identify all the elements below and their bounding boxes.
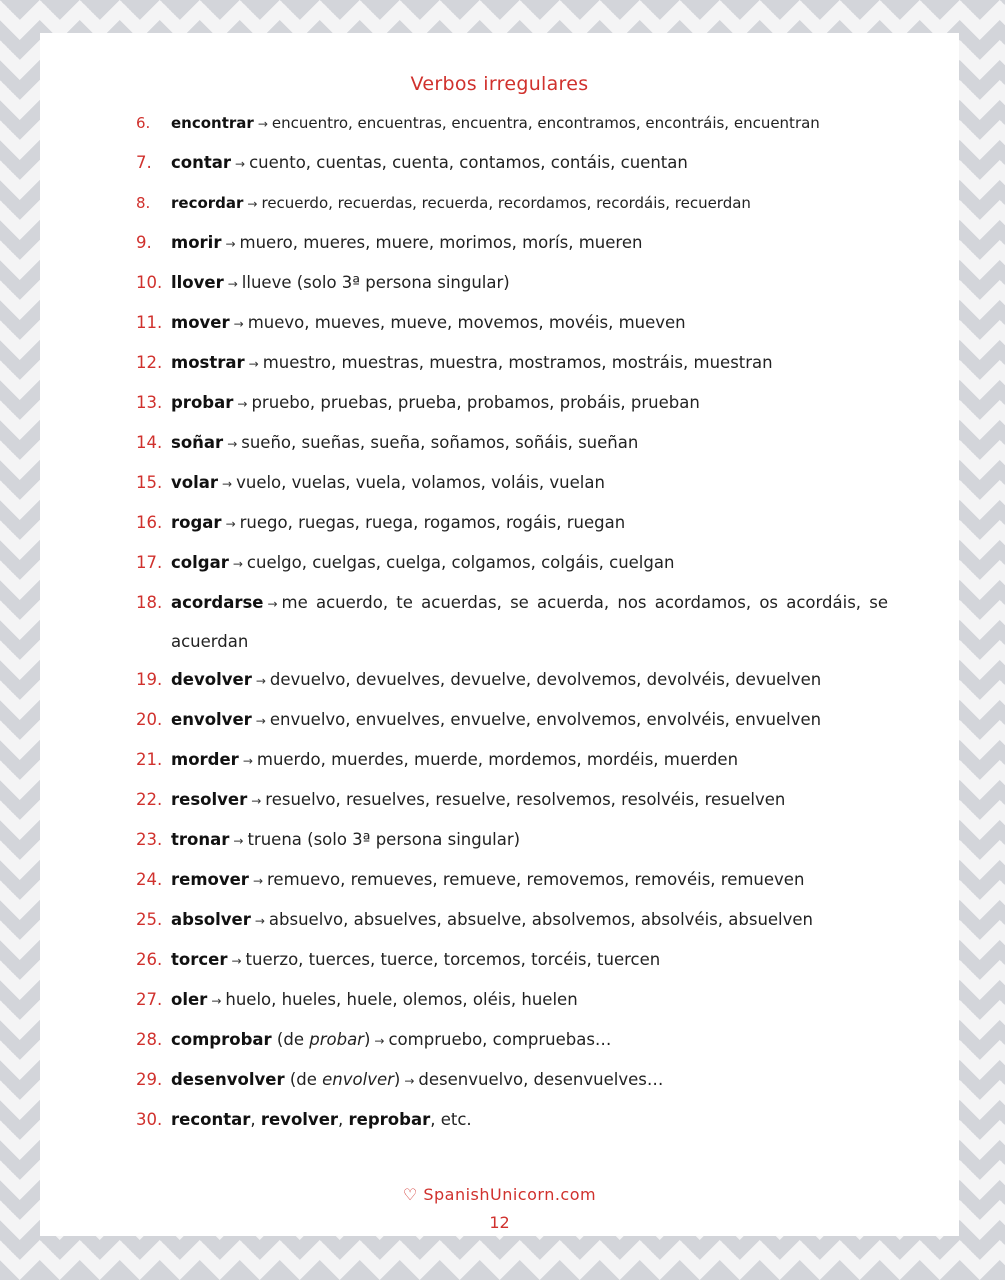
list-item xyxy=(136,351,888,376)
list-item xyxy=(136,788,888,813)
list-item xyxy=(136,1028,888,1053)
arrow-icon: → xyxy=(252,874,264,888)
derivation-prefix: (de xyxy=(271,1030,310,1049)
verb-infinitive: llover xyxy=(171,273,224,292)
conjugation: me acuerdo, te acuerdas, se acuerda, nos acordamos, os acordáis, se acuerdan xyxy=(171,593,888,651)
item-number: 7. xyxy=(136,153,152,172)
site-name: SpanishUnicorn.com xyxy=(423,1185,597,1204)
verb-infinitive: recordar xyxy=(171,194,244,212)
conjugation: llueve (solo 3ª persona singular) xyxy=(241,273,510,292)
verb-infinitive: soñar xyxy=(171,433,224,452)
etc-text: , etc. xyxy=(430,1110,472,1129)
item-number: 9. xyxy=(136,233,152,252)
arrow-icon: → xyxy=(233,317,244,331)
list-item xyxy=(136,868,888,893)
conjugation: desenvuelvo, desenvuelves… xyxy=(418,1070,664,1089)
list-item xyxy=(136,151,888,176)
verb-list xyxy=(136,111,888,1147)
list-item xyxy=(136,391,888,416)
arrow-icon: → xyxy=(231,954,242,968)
list-item xyxy=(136,1068,888,1093)
verb-infinitive: oler xyxy=(171,990,208,1009)
verb-infinitive: envolver xyxy=(171,710,252,729)
list-item xyxy=(136,584,888,660)
arrow-icon: → xyxy=(254,914,265,928)
list-item xyxy=(136,191,888,216)
arrow-icon: → xyxy=(257,117,268,131)
arrow-icon: → xyxy=(232,557,243,571)
arrow-icon: → xyxy=(235,157,246,171)
verb-infinitive: remover xyxy=(171,870,249,889)
conjugation: remuevo, remueves, remueve, removemos, removéis, remueven xyxy=(267,870,805,889)
list-item xyxy=(136,988,888,1013)
item-number: 15. xyxy=(136,473,163,492)
list-item xyxy=(136,708,888,733)
item-number: 19. xyxy=(136,670,163,689)
conjugation: sueño, sueñas, sueña, soñamos, soñáis, sueñan xyxy=(241,433,639,452)
base-verb: probar xyxy=(309,1030,364,1049)
item-number: 13. xyxy=(136,393,163,412)
conjugation: vuelo, vuelas, vuela, volamos, voláis, vuelan xyxy=(236,473,605,492)
list-item xyxy=(136,828,888,853)
arrow-icon: → xyxy=(374,1034,385,1048)
arrow-icon: → xyxy=(211,994,222,1008)
conjugation: envuelvo, envuelves, envuelve, envolvemos, envolvéis, envuelven xyxy=(269,710,822,729)
list-item xyxy=(136,948,888,973)
verb-infinitive: contar xyxy=(171,153,232,172)
list-item xyxy=(136,668,888,693)
conjugation: huelo, hueles, huele, olemos, oléis, huelen xyxy=(225,990,578,1009)
list-item xyxy=(136,111,888,136)
list-item xyxy=(136,908,888,933)
conjugation: truena (solo 3ª persona singular) xyxy=(247,830,521,849)
item-number: 26. xyxy=(136,950,163,969)
item-number: 27. xyxy=(136,990,163,1009)
verb-infinitive: volar xyxy=(171,473,219,492)
derivation-prefix: (de xyxy=(284,1070,323,1089)
item-number: 29. xyxy=(136,1070,163,1089)
separator: , xyxy=(338,1110,349,1129)
conjugation: recuerdo, recuerdas, recuerda, recordamos, recordáis, recuerdan xyxy=(261,194,751,212)
arrow-icon: → xyxy=(225,517,236,531)
item-number: 25. xyxy=(136,910,163,929)
arrow-icon: → xyxy=(255,674,266,688)
item-number: 18. xyxy=(136,593,163,612)
conjugation: resuelvo, resuelves, resuelve, resolvemos, resolvéis, resuelven xyxy=(265,790,786,809)
item-number: 24. xyxy=(136,870,163,889)
verb-infinitive: recontar xyxy=(171,1110,251,1129)
verb-infinitive: mover xyxy=(171,313,230,332)
derivation-suffix: ) xyxy=(363,1030,371,1049)
conjugation: muerdo, muerdes, muerde, mordemos, mordéis, muerden xyxy=(256,750,739,769)
conjugation: pruebo, pruebas, prueba, probamos, probáis, prueban xyxy=(251,393,700,412)
conjugation: muero, mueres, muere, morimos, morís, mueren xyxy=(239,233,643,252)
verb-infinitive: revolver xyxy=(260,1110,339,1129)
conjugation: compruebo, compruebas… xyxy=(388,1030,612,1049)
conjugation: absuelvo, absuelves, absuelve, absolvemos, absolvéis, absuelven xyxy=(268,910,814,929)
arrow-icon: → xyxy=(251,794,262,808)
arrow-icon: → xyxy=(267,597,278,611)
item-number: 8. xyxy=(136,194,151,212)
base-verb: envolver xyxy=(322,1070,394,1089)
arrow-icon: → xyxy=(227,437,238,451)
verb-infinitive: torcer xyxy=(171,950,228,969)
list-item xyxy=(136,551,888,576)
verb-infinitive: acordarse xyxy=(171,593,264,612)
item-number: 21. xyxy=(136,750,163,769)
item-number: 10. xyxy=(136,273,163,292)
verb-infinitive: morir xyxy=(171,233,222,252)
item-number: 14. xyxy=(136,433,163,452)
item-number: 20. xyxy=(136,710,163,729)
list-item xyxy=(136,271,888,296)
verb-infinitive: probar xyxy=(171,393,234,412)
item-number: 30. xyxy=(136,1110,163,1129)
verb-infinitive: resolver xyxy=(171,790,248,809)
arrow-icon: → xyxy=(227,277,238,291)
verb-infinitive: devolver xyxy=(171,670,252,689)
arrow-icon: → xyxy=(248,357,259,371)
derivation-suffix: ) xyxy=(393,1070,401,1089)
item-number: 23. xyxy=(136,830,163,849)
conjugation: muestro, muestras, muestra, mostramos, mostráis, muestran xyxy=(262,353,773,372)
verb-infinitive: morder xyxy=(171,750,239,769)
list-item xyxy=(136,431,888,456)
page-number: 12 xyxy=(489,1213,510,1232)
item-number: 6. xyxy=(136,114,151,132)
item-number: 17. xyxy=(136,553,163,572)
verb-infinitive: desenvolver xyxy=(171,1070,285,1089)
verb-infinitive: reprobar xyxy=(348,1110,431,1129)
arrow-icon: → xyxy=(247,197,258,211)
list-item xyxy=(136,311,888,336)
arrow-icon: → xyxy=(233,834,244,848)
item-number: 12. xyxy=(136,353,163,372)
page-sheet xyxy=(40,33,959,1236)
arrow-icon: → xyxy=(237,397,248,411)
verb-infinitive: colgar xyxy=(171,553,229,572)
item-number: 11. xyxy=(136,313,163,332)
conjugation: tuerzo, tuerces, tuerce, torcemos, torcéis, tuercen xyxy=(245,950,661,969)
verb-infinitive: encontrar xyxy=(171,114,254,132)
arrow-icon: → xyxy=(242,754,253,768)
conjugation: devuelvo, devuelves, devuelve, devolvemos, devolvéis, devuelven xyxy=(269,670,822,689)
verb-infinitive: comprobar xyxy=(171,1030,272,1049)
list-item xyxy=(136,231,888,256)
site-link[interactable] xyxy=(40,1185,959,1204)
verb-infinitive: mostrar xyxy=(171,353,245,372)
conjugation: muevo, mueves, mueve, movemos, movéis, mueven xyxy=(247,313,686,332)
verb-infinitive: absolver xyxy=(171,910,251,929)
item-number: 16. xyxy=(136,513,163,532)
list-item xyxy=(136,748,888,773)
page-title: Verbos irregulares xyxy=(410,73,589,95)
conjugation: cuento, cuentas, cuenta, contamos, contáis, cuentan xyxy=(249,153,688,172)
verb-infinitive: rogar xyxy=(171,513,222,532)
conjugation: cuelgo, cuelgas, cuelga, colgamos, colgáis, cuelgan xyxy=(246,553,675,572)
conjugation: ruego, ruegas, ruega, rogamos, rogáis, ruegan xyxy=(239,513,626,532)
arrow-icon: → xyxy=(404,1074,415,1088)
arrow-icon: → xyxy=(225,237,236,251)
arrow-icon: → xyxy=(255,714,266,728)
list-item xyxy=(136,511,888,536)
arrow-icon: → xyxy=(222,477,233,491)
list-item xyxy=(136,471,888,496)
verb-infinitive: tronar xyxy=(171,830,230,849)
conjugation: encuentro, encuentras, encuentra, encontramos, encontráis, encuentran xyxy=(271,114,820,132)
item-number: 22. xyxy=(136,790,163,809)
separator: , xyxy=(250,1110,261,1129)
item-number: 28. xyxy=(136,1030,163,1049)
list-item xyxy=(136,1108,888,1132)
heart-icon: ♡ xyxy=(402,1185,418,1204)
